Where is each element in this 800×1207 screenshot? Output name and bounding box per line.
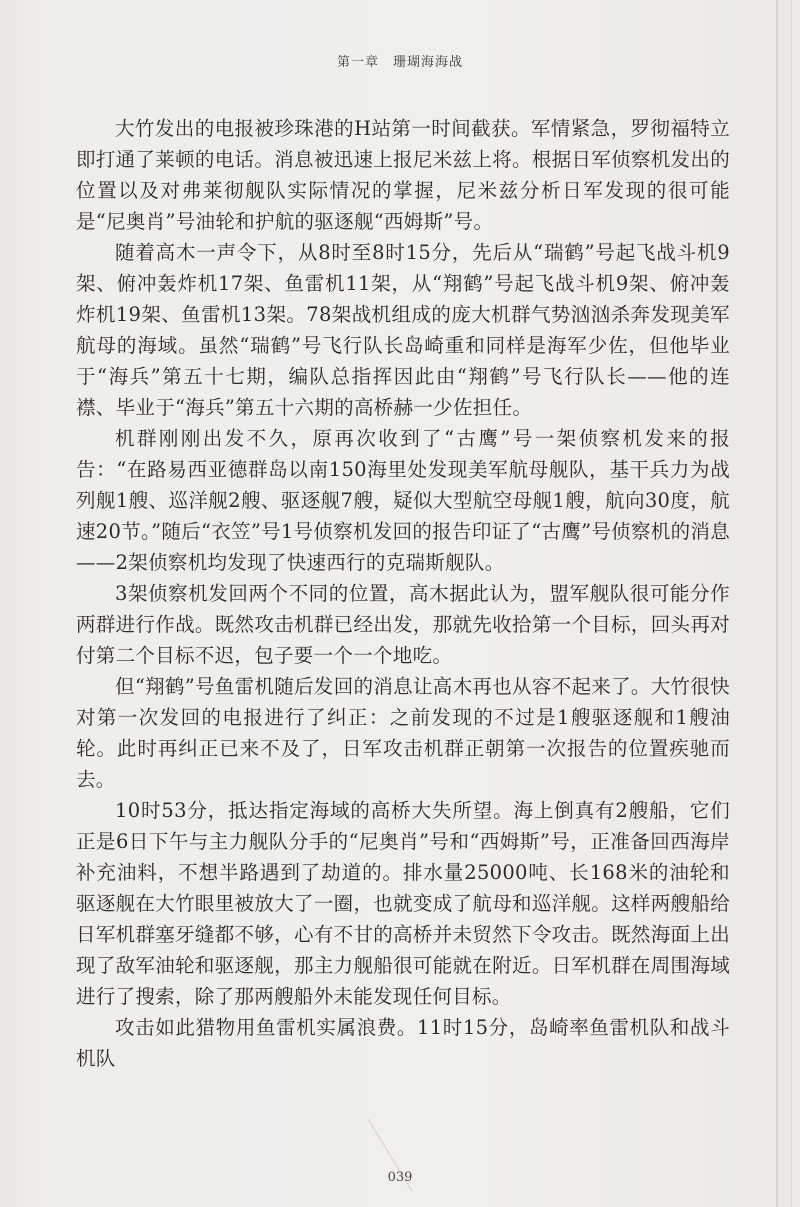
paragraph-1: 大竹发出的电报被珍珠港的H站第一时间截获。军情紧急，罗彻福特立即打通了莱顿的电话。消息被迅速上报尼米兹上将。根据日军侦察机发出的位置以及对弗莱彻舰队实际情况的掌握，尼米兹分析日军发现的很可能是“尼奥肖”号油轮和护航的驱逐舰“西姆斯”号。 — [76, 117, 730, 233]
page-number: 039 — [387, 1170, 413, 1185]
chapter-title: 珊瑚海海战 — [393, 55, 464, 70]
body-text — [76, 113, 730, 1074]
paragraph-6: 10时53分，抵达指定海域的高桥大失所望。海上倒真有2艘船，它们正是6日下午与主力舰队分手的“尼奥肖”号和“西姆斯”号，正准备回西海岸补充油料，不想半路遇到了劫道的。排水量25000吨、长168米的油轮和驱逐舰在大竹眼里被放大了一圈，也就变成了航母和巡洋舰。这样两艘船给日军机群塞牙缝都不够，心有不甘的高桥并未贸然下令攻击。既然海面上出现了敌军油轮和驱逐舰，那主力舰船很可能就在附近。日军机群在周围海域进行了搜索，除了那两艘船外未能发现任何目标。 — [76, 799, 730, 1008]
paragraph-3: 机群刚刚出发不久，原再次收到了“古鹰”号一架侦察机发来的报告：“在路易西亚德群岛以南150海里处发现美军航母舰队，基干兵力为战列舰1艘、巡洋舰2艘、驱逐舰7艘，疑似大型航空母舰1艘，航向30度，航速20节。”随后“衣笠”号1号侦察机发回的报告印证了“古鹰”号侦察机的消息——2架侦察机均发现了快速西行的克瑞斯舰队。 — [76, 427, 730, 574]
paragraph-7: 攻击如此猎物用鱼雷机实属浪费。11时15分，岛崎率鱼雷机队和战斗机队 — [76, 1016, 730, 1070]
running-head — [0, 51, 800, 70]
paragraph-4: 3架侦察机发回两个不同的位置，高木据此认为，盟军舰队很可能分作两群进行作战。既然攻击机群已经出发，那就先收拾第一个目标，回头再对付第二个目标不迟，包子要一个一个地吃。 — [76, 582, 730, 667]
paragraph-5: 但“翔鹤”号鱼雷机随后发回的消息让高木再也从容不起来了。大竹很快对第一次发回的电报进行了纠正：之前发现的不过是1艘驱逐舰和1艘油轮。此时再纠正已来不及了，日军攻击机群正朝第一次报告的位置疾驰而去。 — [76, 675, 730, 791]
chapter-number: 第一章 — [336, 55, 379, 70]
page-edge-line-outer — [791, 0, 792, 1207]
paragraph-2: 随着高木一声令下，从8时至8时15分，先后从“瑞鹤”号起飞战斗机9架、俯冲轰炸机17架、鱼雷机11架，从“翔鹤”号起飞战斗机9架、俯冲轰炸机19架、鱼雷机13架。78架战机组成的庞大机群气势汹汹杀奔发现美军航母的海域。虽然“瑞鹤”号飞行队长岛崎重和同样是海军少佐，但他毕业于“海兵”第五十七期，编队总指挥因此由“翔鹤”号飞行队长——他的连襟、毕业于“海兵”第五十六期的高桥赫一少佐担任。 — [76, 241, 730, 419]
page-edge-line — [776, 0, 778, 1207]
